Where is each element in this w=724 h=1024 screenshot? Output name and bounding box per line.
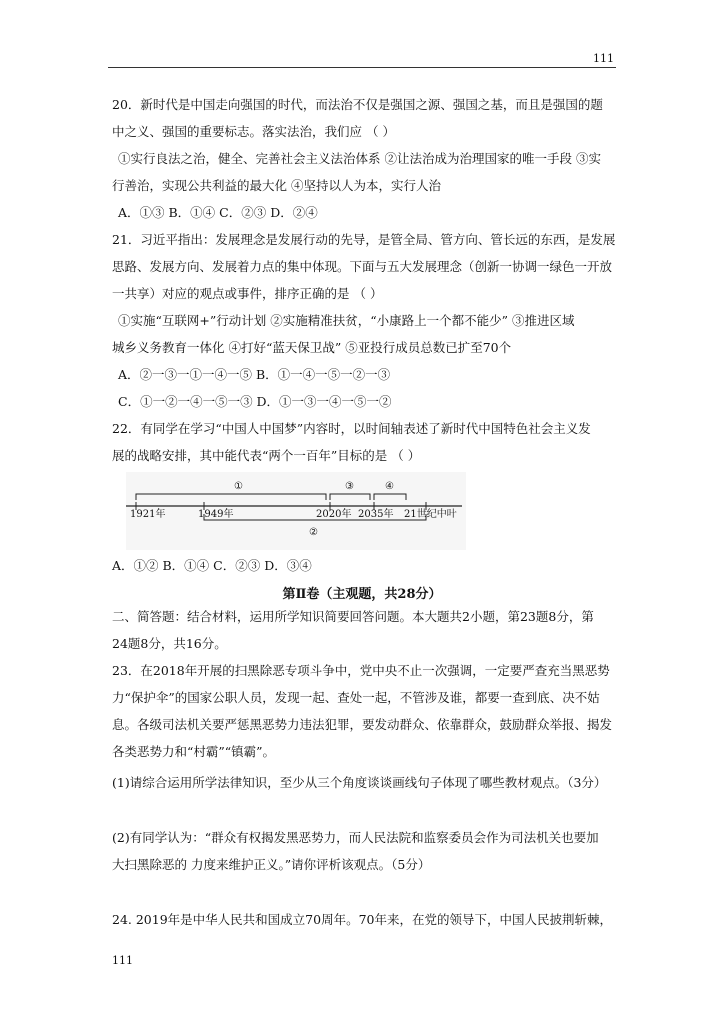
section2-intro-line1: 二、简答题：结合材料，运用所学知识简要回答问题。本大题共2小题，第23题8分，第 xyxy=(112,609,594,624)
timeline-figure xyxy=(126,472,466,550)
section2-title: 第Ⅱ卷（主观题，共28分） xyxy=(282,587,442,602)
timeline-marker-1: ① xyxy=(234,481,243,492)
footer-page-number: 111 xyxy=(112,954,133,967)
q23-material-line2: 力“保护伞”的国家公职人员，发现一起、查处一起，不管涉及谁，都要一查到底、决不姑 xyxy=(112,690,600,705)
timeline-label-21c: 21世纪中叶 xyxy=(404,509,457,520)
q21-statements-line2: 城乡义务教育一体化 ④打好“蓝天保卫战” ⑤亚投行成员总数已扩至70个 xyxy=(112,340,512,355)
q23-material-line3: 息。各级司法机关要严惩黑恶势力违法犯罪，要发动群众、依靠群众，鼓励群众举报、揭发 xyxy=(112,717,613,732)
q20-stem-line1: 20．新时代是中国走向强国的时代，而法治不仅是强国之源、强国之基，而且是强国的题 xyxy=(112,97,603,112)
header-rule xyxy=(108,67,616,68)
q23-subquestion-1: (1)请综合运用所学法律知识，至少从三个角度谈谈画线句子体现了哪些教材观点。（3分） xyxy=(112,775,607,790)
timeline-marker-4: ④ xyxy=(385,481,394,492)
q22-stem-line2: 展的战略安排，其中能代表“两个一百年”目标的是 （ ） xyxy=(112,448,421,463)
timeline-label-2035: 2035年 xyxy=(358,509,394,520)
q20-stem-line2: 中之义、强国的重要标志。落实法治，我们应 （ ） xyxy=(112,124,395,139)
q21-options-row1: A．②一③一①一④一⑤ B．①一④一⑤一②一③ xyxy=(118,367,391,382)
section2-intro-line2: 24题8分，共16分。 xyxy=(112,636,227,651)
q21-stem-line2: 思路、发展方向、发展着力点的集中体现。下面与五大发展理念（创新一协调一绿色一开放 xyxy=(112,259,613,274)
q23-material-line4: 各类恶势力和“村霸”“镇霸”。 xyxy=(112,744,276,759)
q23-material-line1: 23．在2018年开展的扫黑除恶专项斗争中，党中央不止一次强调，一定要严查充当黑恶势 xyxy=(112,663,610,678)
timeline-marker-3: ③ xyxy=(345,481,354,492)
q24-material-line1: 24. 2019年是中华人民共和国成立70周年。70年来，在党的领导下，中国人民披荆斩棘， xyxy=(112,912,612,927)
timeline-label-1949: 1949年 xyxy=(198,509,234,520)
q20-statements-line1: ①实行良法之治，健全、完善社会主义法治体系 ②让法治成为治理国家的唯一手段 ③实 xyxy=(118,151,601,166)
q20-statements-line2: 行善治，实现公共利益的最大化 ④坚持以人为本，实行人治 xyxy=(112,178,441,193)
q21-stem-line1: 21．习近平指出：发展理念是发展行动的先导，是管全局、管方向、管长远的东西，是发展 xyxy=(112,232,616,247)
timeline-label-2020: 2020年 xyxy=(316,509,352,520)
q23-subquestion-2-line1: (2)有同学认为：“群众有权揭发黑恶势力，而人民法院和监察委员会作为司法机关也要加 xyxy=(112,830,599,845)
timeline-marker-2: ② xyxy=(309,527,318,538)
q22-stem-line1: 22．有同学在学习“中国人中国梦”内容时，以时间轴表述了新时代中国特色社会主义发 xyxy=(112,421,591,436)
q21-statements-line1: ①实施“互联网+”行动计划 ②实施精准扶贫，“小康路上一个都不能少” ③推进区域 xyxy=(118,313,575,328)
timeline-label-1921: 1921年 xyxy=(130,509,166,520)
q22-options: A．①② B．①④ C．②③ D．③④ xyxy=(112,558,312,573)
q21-stem-line3: 一共享）对应的观点或事件，排序正确的是 （ ） xyxy=(112,286,383,301)
q20-options: A．①③ B．①④ C．②③ D．②④ xyxy=(118,205,318,220)
q23-subquestion-2-line2: 大扫黑除恶的 力度来维护正义。”请你评析该观点。（5分） xyxy=(112,857,431,872)
q21-options-row2: C．①一②一④一⑤一③ D．①一③一④一⑤一② xyxy=(118,394,392,409)
header-page-number: 111 xyxy=(593,52,614,65)
